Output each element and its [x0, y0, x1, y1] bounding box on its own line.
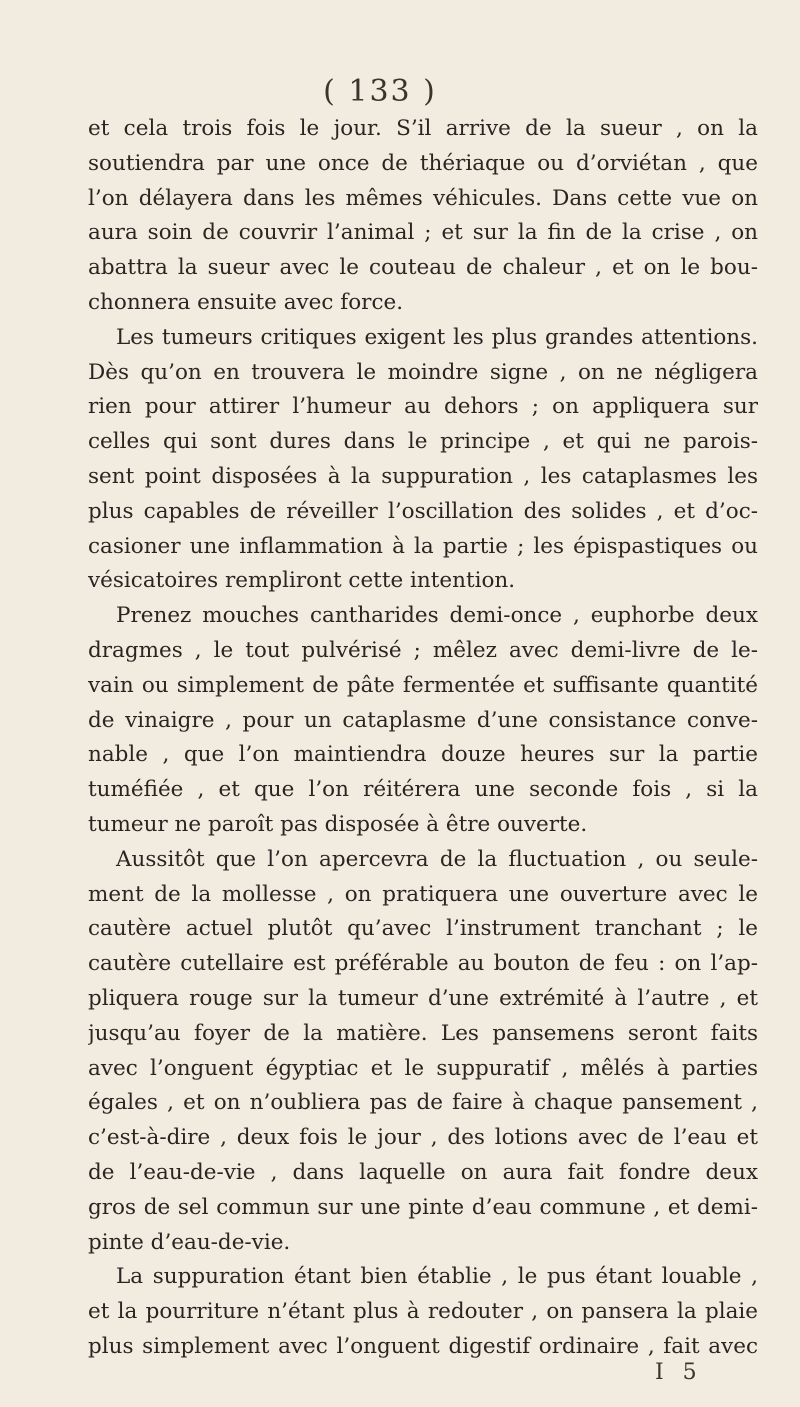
signature-mark: I 5: [655, 1360, 703, 1385]
text-line: Dès qu’on en trouvera le moindre signe , on ne négligera: [88, 359, 758, 385]
text-line: ment de la mollesse , on pratiquera une ouverture avec le: [88, 881, 758, 907]
text-line: casioner une inflammation à la partie ; les épispastiques ou: [88, 533, 758, 559]
text-line: et la pourriture n’étant plus à redouter , on pansera la plaie: [88, 1299, 758, 1325]
text-line: chonnera ensuite avec force.: [88, 289, 404, 315]
text-line: gros de sel commun sur une pinte d’eau commune , et demi-: [88, 1194, 758, 1220]
text-line: avec l’onguent égyptiac et le suppuratif , mêlés à parties: [88, 1055, 758, 1081]
text-line: nable , que l’on maintiendra douze heures sur la partie: [88, 742, 758, 768]
text-line: de l’eau-de-vie , dans laquelle on aura fait fondre deux: [88, 1159, 758, 1185]
text-line: cautère cutellaire est préférable au bouton de feu : on l’ap-: [88, 951, 758, 977]
text-line: tuméfiée , et que l’on réitérera une seconde fois , si la: [88, 777, 758, 803]
body-text: [88, 112, 758, 1365]
text-line: vain ou simplement de pâte fermentée et suffisante quantité: [88, 672, 758, 698]
text-line: cautère actuel plutôt qu’avec l’instrument tranchant ; le: [88, 916, 758, 942]
text-line: plus simplement avec l’onguent digestif ordinaire , fait avec: [88, 1333, 758, 1359]
text-line: c’est-à-dire , deux fois le jour , des lotions avec de l’eau et: [88, 1125, 758, 1151]
text-line: soutiendra par une once de thériaque ou d’orviétan , que: [88, 150, 758, 176]
text-line: tumeur ne paroît pas disposée à être ouverte.: [88, 811, 588, 837]
text-line: dragmes , le tout pulvérisé ; mêlez avec demi-livre de le-: [88, 637, 758, 663]
text-line: pliquera rouge sur la tumeur d’une extrémité à l’autre , et: [88, 985, 758, 1011]
text-line: pinte d’eau-de-vie.: [88, 1229, 291, 1255]
text-line: Prenez mouches cantharides demi-once , euphorbe deux: [116, 603, 758, 629]
text-line: aura soin de couvrir l’animal ; et sur la fin de la crise , on: [88, 220, 758, 246]
text-line: sent point disposées à la suppuration , les cataplasmes les: [88, 463, 758, 489]
text-line: celles qui sont dures dans le principe , et qui ne parois-: [88, 429, 758, 455]
text-line: de vinaigre , pour un cataplasme d’une consistance conve-: [88, 707, 758, 733]
text-line: vésicatoires rempliront cette intention.: [88, 568, 516, 594]
page-number: ( 133 ): [323, 74, 437, 109]
text-line: plus capables de réveiller l’oscillation des solides , et d’oc-: [88, 498, 758, 524]
text-line: l’on délayera dans les mêmes véhicules. Dans cette vue on: [88, 185, 758, 211]
text-line: abattra la sueur avec le couteau de chaleur , et on le bou-: [88, 255, 758, 281]
text-line: La suppuration étant bien établie , le pus étant louable ,: [116, 1264, 758, 1290]
text-line: égales , et on n’oubliera pas de faire à chaque pansement ,: [88, 1090, 758, 1116]
text-line: jusqu’au foyer de la matière. Les pansemens seront faits: [88, 1020, 758, 1046]
text-line: et cela trois fois le jour. S’il arrive de la sueur , on la: [88, 116, 758, 141]
text-line: Aussitôt que l’on apercevra de la fluctuation , ou seule-: [116, 846, 758, 872]
text-line: Les tumeurs critiques exigent les plus grandes attentions.: [116, 324, 758, 350]
text-line: rien pour attirer l’humeur au dehors ; on appliquera sur: [88, 394, 758, 420]
